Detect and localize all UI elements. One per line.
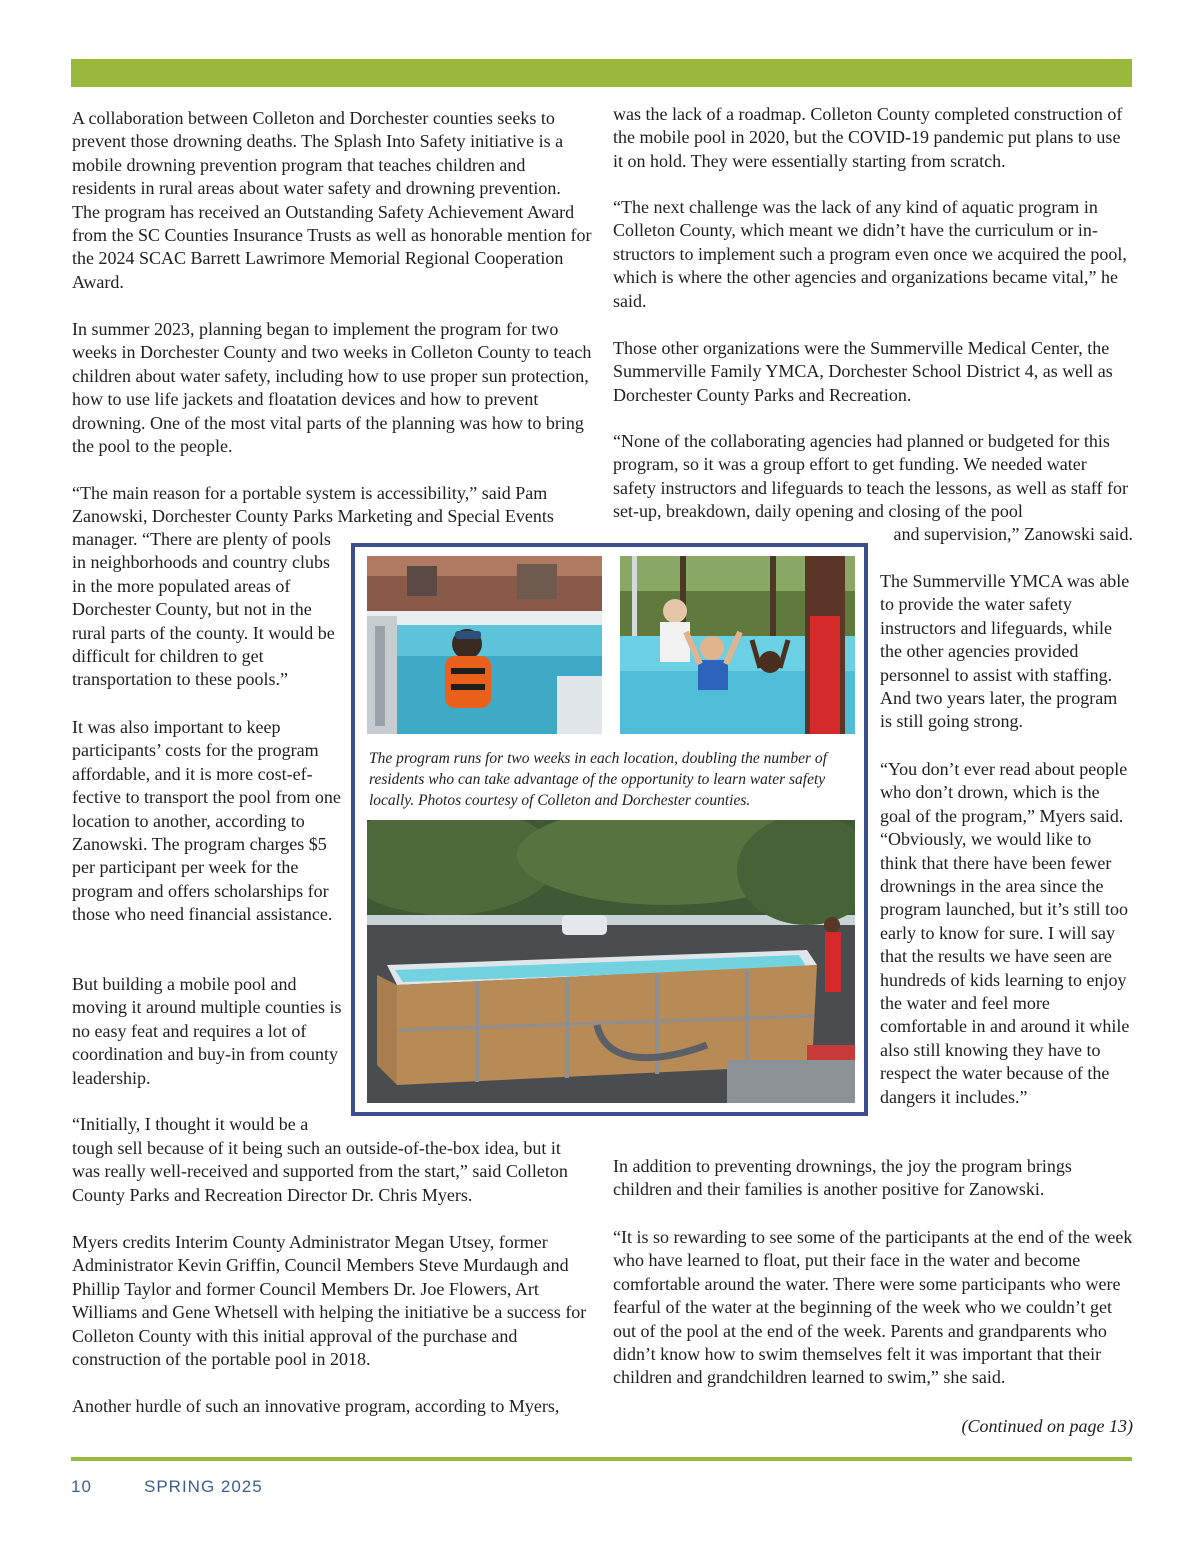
article-paragraph: Those other organizations were the Summerville Medical Center, the Summerville Family YMCA, Dorchester School District 4, as well as Dorchester County Parks and Recreation. [613,338,1113,405]
article-paragraph: “The next challenge was the lack of any kind of aquatic program in Colleton County, which meant we didn’t have the curriculum or instructors to implement such a program even once we acquired the pool, which is where the other agencies and organizations became vital,” he said. [613,197,1127,311]
article-paragraph: A collaboration between Colleton and Dorchester counties seeks to prevent those drowning deaths. The Splash Into Safety initiative is a mobile drowning prevention program that teaches children and residents in rural areas about water safety and drowning prevention. The program has received an Outstanding Safety Achievement Award from the SC Counties Insurance Trusts as well as honorable mention for the 2024 SCAC Barrett Lawrimore Memorial Regional Cooperation Award. [72,108,592,292]
article-paragraph: tough sell because of it being such an outside-of-the-box idea, but it was really well-received and supported from the start,” said Colleton County Parks and Recreation Director Dr. Chris Myers. [72,1138,568,1205]
article-paragraph: “Initially, I thought it would be a [72,1114,309,1134]
article-paragraph: “It is so rewarding to see some of the participants at the end of the week who have learned to float, put their face in the water and become comfortable around the water. There were some participants who were fearful of the water at the beginning of the week who we couldn’t get out of the pool at the end of the week. Parents and grandparents who didn’t know how to swim themselves felt it was important that their children and grandchildren learned to swim,” she said. [613,1227,1133,1388]
issue-label: SPRING 2025 [144,1477,263,1496]
portable-pool-photo [367,820,855,1103]
article-paragraph: manager. “There are plenty of pools in neighborhoods and country clubs in the more populated areas of Dorchester County, but not in the rural parts of the county. It would be difficult for children to get transportation to these pools.” [72,529,335,690]
photo-frame [351,543,868,1116]
article-paragraph: Myers credits Interim County Administrator Megan Utsey, former Administrator Kevin Griffin, Council Members Steve Murdaugh and Phillip Taylor and former Council Members Dr. Joe Flowers, Art Williams and Gene Whetsell with helping the initiative be a success for Colleton County with this initial approval of the purchase and construction of the portable pool in 2018. [72,1232,587,1370]
article-paragraph: “None of the collaborating agencies had planned or budgeted for this program, so it was a group effort to get funding. We needed water safety instructors and lifeguards to teach the lessons, as well as staff for set-up, breakdown, daily opening and closing of the pool [613,431,1129,522]
footer-rule [71,1457,1132,1461]
article-paragraph: was the lack of a roadmap. Colleton County completed construction of the mobile pool in 2020, but the COVID-19 pandemic put plans to use it on hold. They were essentially starting from scratch. [613,104,1123,171]
article-paragraph: In summer 2023, planning began to implement the program for two weeks in Dorchester County and two weeks in Colleton County to teach children about water safety, including how to use proper sun protection, how to use life jackets and floatation devices and how to prevent drowning. One of the most vital parts of the planning was how to bring the pool to the people. [72,319,592,457]
header-accent-bar [71,59,1132,87]
article-paragraph: “You don’t ever read about people who don’t drown, which is the goal of the program,” Myers said. “Obviously, we would like to think that there have been fewer drownings in the area since the program launched, but it’s still too early to know for sure. I will say that the results we have seen are hundreds of kids learning to enjoy the water and feel more comfortable in and around it while also still knowing they have to respect the water because of the dangers it includes.” [880,759,1130,1107]
article-paragraph: It was also important to keep participants’ costs for the program affordable, and it is more cost-effective to transport the pool from one location to another, according to Zanowski. The program charges $5 per participant per week for the program and offers scholarships for those who need financial assistance. [72,717,341,925]
article-paragraph: The Summerville YMCA was able to provide the water safety instructors and lifeguards, while the other agencies provided personnel to assist with staffing. And two years later, the program is still going strong. [880,571,1130,732]
page-number: 10 [71,1477,92,1496]
article-paragraph: Another hurdle of such an innovative program, according to Myers, [72,1396,560,1416]
photo-caption: The program runs for two weeks in each location, doubling the number of residents who can take advantage of the opportunity to learn water safety locally. Photos courtesy of Colleton and Dorchester counties. [369,750,827,809]
pool-photo-child-life-jacket [367,556,602,734]
article-paragraph: But building a mobile pool and moving it around multiple counties is no easy feat and requires a lot of coordination and buy-in from county leadership. [72,974,342,1088]
continued-note: (Continued on page 13) [961,1416,1133,1436]
article-paragraph: and supervision,” Zanowski said. [893,524,1133,544]
article-paragraph: In addition to preventing drownings, the joy the program brings children and their families is another positive for Zanowski. [613,1156,1072,1200]
article-paragraph: “The main reason for a portable system is accessibility,” said Pam Zanowski, Dorchester County Parks Marketing and Special Events [72,483,554,527]
pool-photo-kids-waving [620,556,855,734]
